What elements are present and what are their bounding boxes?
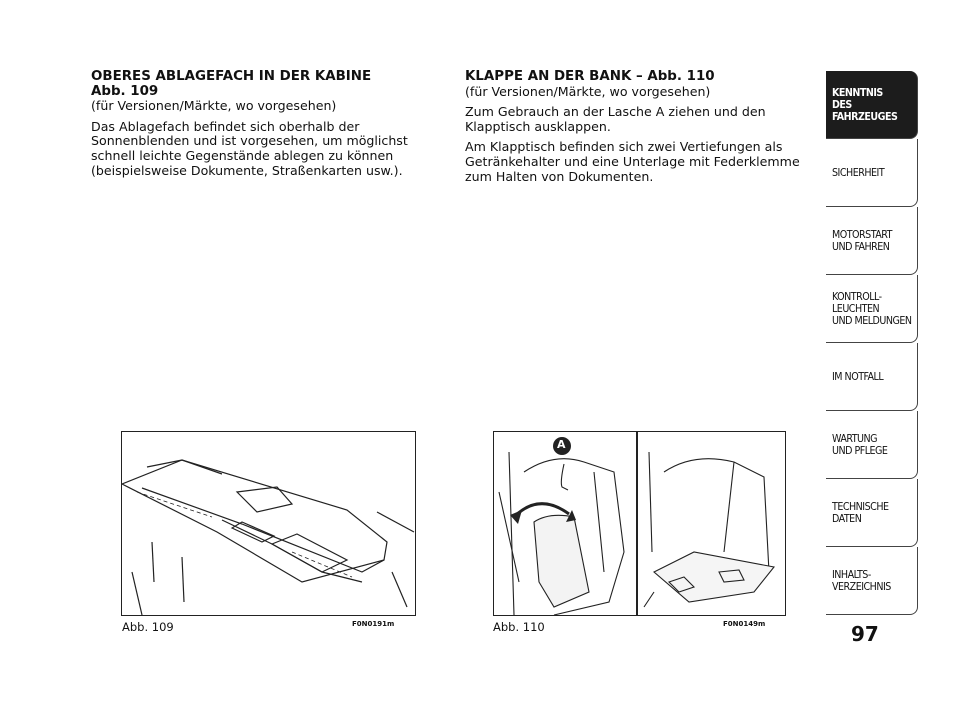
figure-code: F0N0149m — [723, 620, 766, 628]
tab-label: KONTROLL- LEUCHTEN UND MELDUNGEN — [832, 290, 912, 327]
section-subtitle: (für Versionen/Märkte, wo vorgesehen) — [91, 98, 337, 114]
tab-label: IM NOTFALL — [832, 370, 884, 383]
seat-table-illustration — [494, 432, 785, 615]
tab-sicherheit[interactable] — [826, 139, 918, 207]
tab-technische-daten[interactable] — [826, 479, 918, 547]
tab-label: TECHNISCHE DATEN — [832, 500, 889, 525]
section-heading-overhead-storage: OBERES ABLAGEFACH IN DER KABINE — [91, 69, 372, 84]
section-paragraph: Das Ablagefach befindet sich oberhalb der Sonnenblenden und ist vorgesehen, um möglichst schnell leichte Gegenstände ablegen zu können (beispielsweise Dokumente, Straßenkarten usw.). — [91, 118, 408, 178]
tab-notfall[interactable] — [826, 343, 918, 411]
chapter-tabs — [826, 71, 918, 615]
tab-wartung[interactable] — [826, 411, 918, 479]
section-subtitle: (für Versionen/Märkte, wo vorgesehen) — [465, 83, 711, 99]
section-paragraph: Am Klapptisch befinden sich zwei Vertiefungen als Getränkehalter und eine Unterlage mit Federklemme zum Halten von Dokumenten. — [465, 139, 800, 184]
section-heading-figure-ref: Abb. 109 — [91, 83, 159, 99]
tab-label: MOTORSTART UND FAHREN — [832, 228, 892, 253]
tab-kontrollleuchten[interactable] — [826, 275, 918, 343]
tab-inhaltsverzeichnis[interactable] — [826, 547, 918, 615]
right-column — [465, 70, 817, 190]
figure-code: F0N0191m — [352, 620, 395, 628]
section-paragraph: Zum Gebrauch an der Lasche A ziehen und den Klapptisch ausklappen. — [465, 104, 766, 134]
figure-caption: Abb. 109 — [122, 620, 174, 634]
label-a: A — [557, 438, 566, 451]
overhead-storage-illustration — [122, 432, 415, 615]
figure-seat-table — [493, 431, 786, 616]
section-heading-seat-table: KLAPPE AN DER BANK – Abb. 110 — [465, 69, 715, 84]
tab-motorstart[interactable] — [826, 207, 918, 275]
figure-overhead-storage — [121, 431, 416, 616]
tab-label: KENNTNIS DES FAHRZEUGES — [832, 86, 898, 123]
left-column — [91, 70, 441, 184]
tab-label: SICHERHEIT — [832, 166, 885, 179]
tab-kenntnis[interactable] — [826, 71, 918, 139]
tab-label: WARTUNG UND PFLEGE — [832, 432, 888, 457]
figure-caption: Abb. 110 — [493, 620, 545, 634]
page-number: 97 — [851, 622, 879, 646]
tab-label: INHALTS- VERZEICHNIS — [832, 568, 891, 593]
